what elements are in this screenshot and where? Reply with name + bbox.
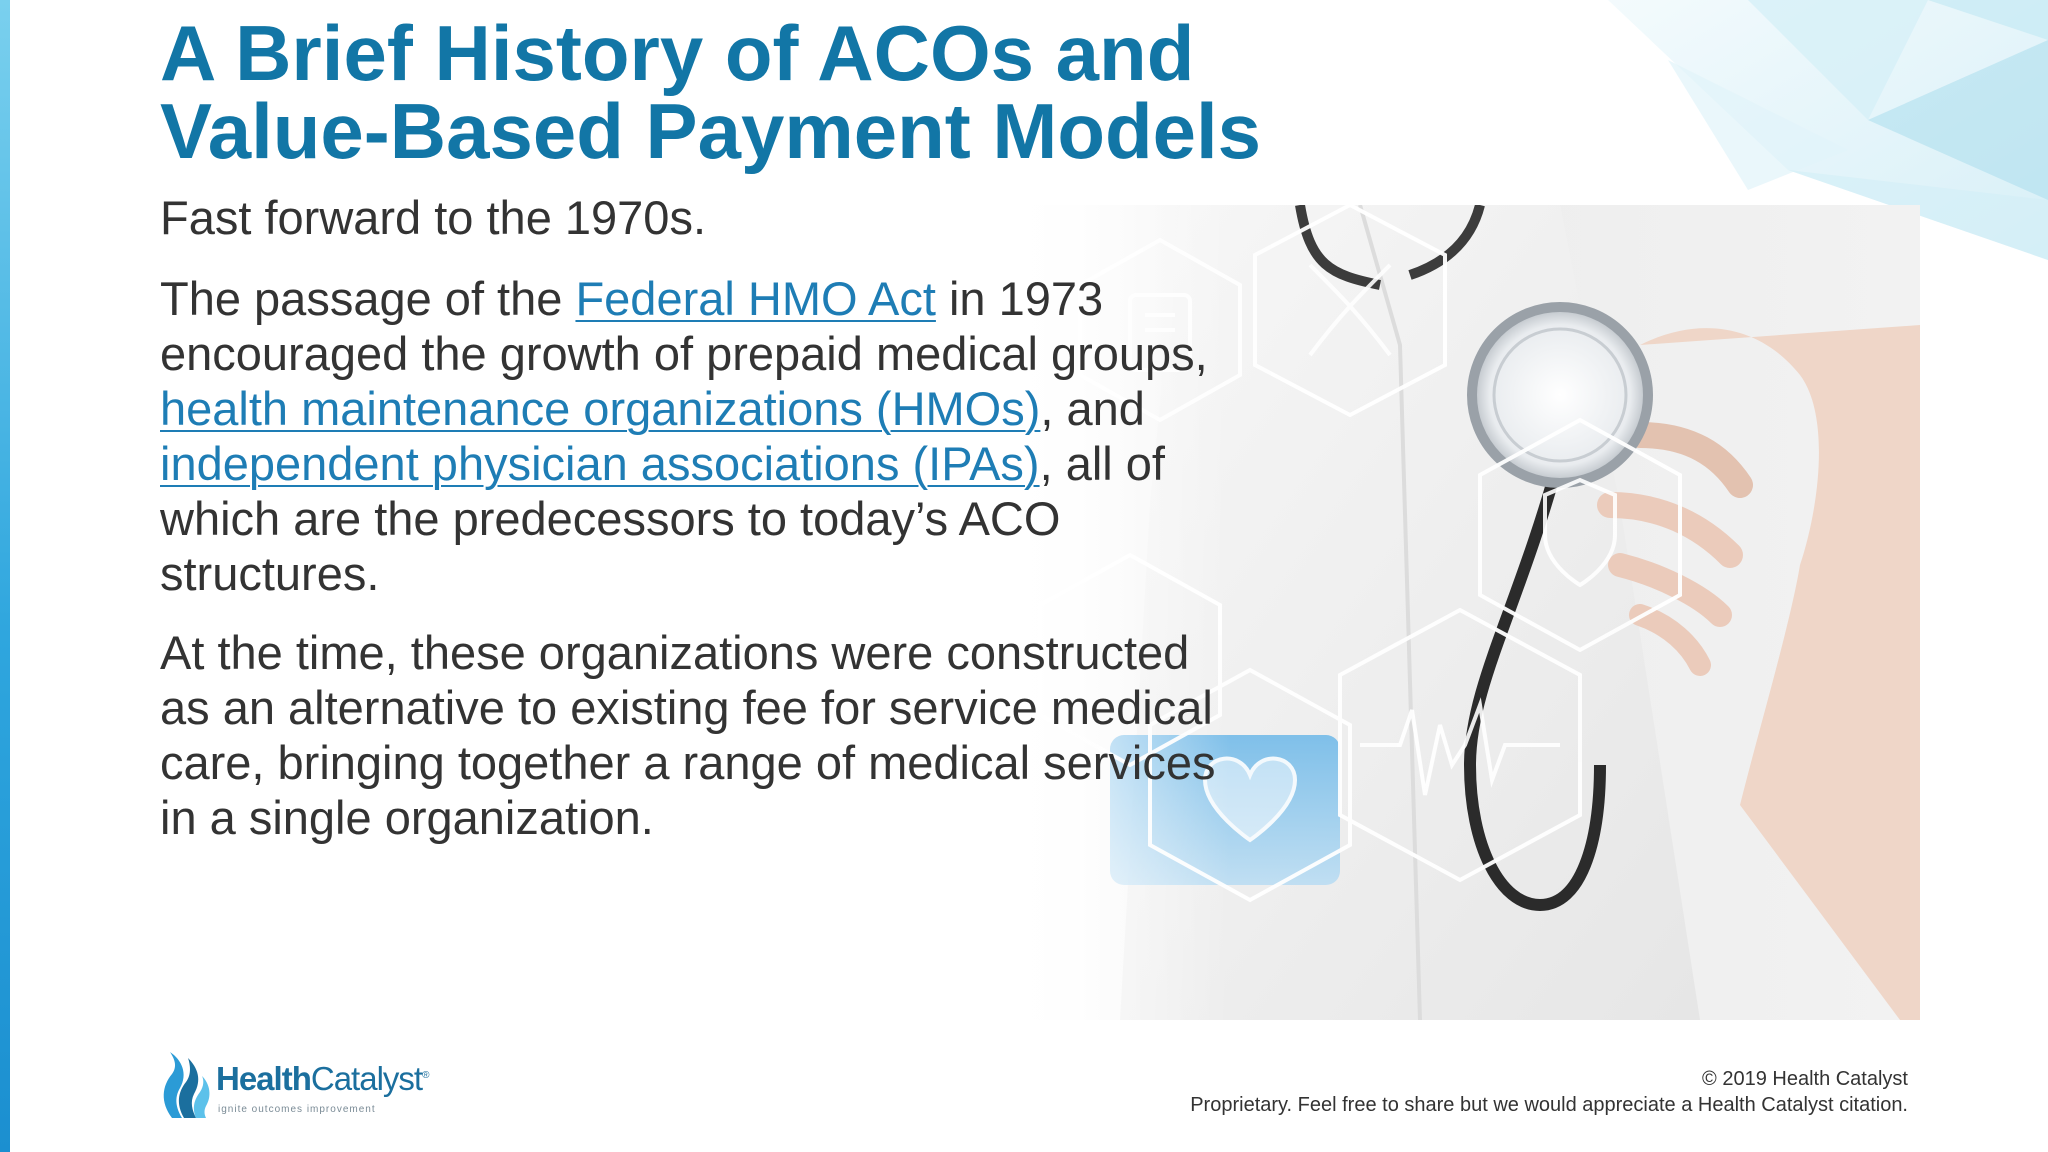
health-catalyst-logo xyxy=(158,1050,478,1120)
intro-paragraph: Fast forward to the 1970s. xyxy=(160,191,707,244)
logo-health-text: Health xyxy=(216,1060,311,1097)
slide-title xyxy=(160,9,1440,175)
federal-hmo-act-link[interactable]: Federal HMO Act xyxy=(575,272,936,325)
logo-tagline: ignite outcomes improvement xyxy=(218,1104,376,1115)
logo-wordmark xyxy=(216,1060,428,1098)
left-accent-bar xyxy=(0,0,10,1152)
hmo-act-paragraph xyxy=(160,271,1220,601)
alternative-paragraph: At the time, these organizations were constructed as an alternative to existing fee for service medical care, bringing together a range of medical services in a single organization. xyxy=(160,626,1216,844)
slide-body xyxy=(160,190,1220,869)
disclaimer-line: Proprietary. Feel free to share but we would appreciate a Health Catalyst citation. xyxy=(1190,1094,1908,1116)
p2-text-1: The passage of the xyxy=(160,272,576,325)
flame-logo-icon xyxy=(158,1050,212,1120)
p2-text-2: in 1973 encouraged the growth of prepaid medical groups, xyxy=(160,272,1208,380)
title-line-2: Value-Based Payment Models xyxy=(160,87,1262,175)
p2-text-3: , and xyxy=(1040,382,1145,435)
copyright-notice xyxy=(1190,1066,1908,1118)
title-line-1: A Brief History of ACOs and xyxy=(160,9,1195,97)
p2-text-4: , all of which are the predecessors to today’s ACO structures. xyxy=(160,437,1165,600)
hmo-link[interactable]: health maintenance organizations (HMOs) xyxy=(160,382,1041,435)
copyright-line: © 2019 Health Catalyst xyxy=(1702,1068,1908,1090)
logo-catalyst-text: Catalyst xyxy=(310,1060,423,1097)
ipa-link[interactable]: independent physician associations (IPAs) xyxy=(160,437,1040,490)
logo-registered-mark: ® xyxy=(422,1070,429,1081)
